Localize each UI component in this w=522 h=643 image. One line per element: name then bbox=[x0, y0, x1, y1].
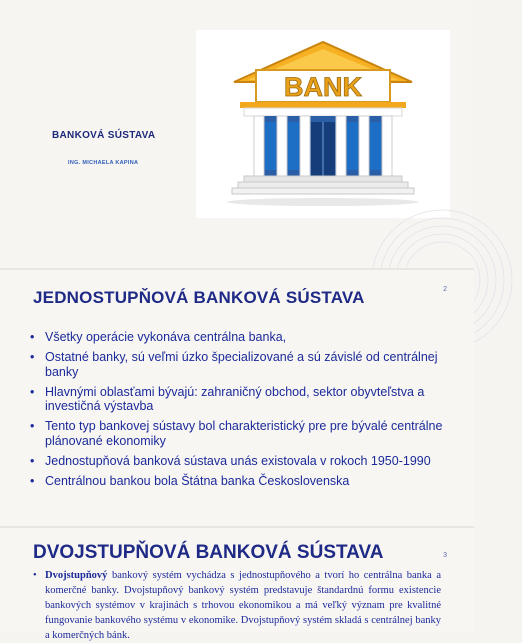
bank-building-image bbox=[196, 30, 450, 218]
bullet-icon: • bbox=[30, 419, 35, 433]
bullet-icon: • bbox=[30, 330, 35, 344]
lead-term: Dvojstupňový bbox=[45, 570, 108, 581]
bullet-list bbox=[30, 330, 450, 494]
list-item: • Jednostupňová banková sústava unás existovala v rokoch 1950-1990 bbox=[30, 453, 431, 468]
bullet-icon: • bbox=[30, 473, 35, 488]
page-number: 3 bbox=[443, 552, 447, 559]
page-number: 2 bbox=[443, 286, 447, 293]
slide-title: JEDNOSTUPŇOVÁ BANKOVÁ SÚSTAVA bbox=[33, 288, 365, 307]
bullet-icon: • bbox=[30, 350, 35, 364]
paragraph-text: bankový systém vychádza s jednostupňového a tvorí ho centrálna banka a komerčné banky. Dvojstupňový bankový systém predstavuje štandardnú formu existencie bankových systémov v krajinách s trhovou ekonomikou a má veľký význam pre kvalitné fungovanie bankového systému v ekonomike. Dvojstupňový systém skladá s centrálnej banky a komerčných bánk. bbox=[45, 570, 441, 641]
bullet-icon: • bbox=[33, 570, 37, 581]
bullet-icon: • bbox=[30, 453, 35, 468]
slide-dvojstupnova bbox=[0, 528, 474, 641]
slide-jednostupnova bbox=[0, 270, 474, 526]
paragraph bbox=[33, 568, 441, 643]
title-slide bbox=[0, 0, 474, 268]
bullet-icon: • bbox=[30, 384, 35, 399]
list-item: • Hlavnými oblasťami bývajú: zahraničný obchod, sektor obyvteľstva a investičná výstavba bbox=[30, 384, 425, 413]
slide-title: DVOJSTUPŇOVÁ BANKOVÁ SÚSTAVA bbox=[33, 542, 384, 563]
presentation-title: BANKOVÁ SÚSTAVA bbox=[52, 130, 156, 141]
bank-sign-text: BANK bbox=[284, 72, 362, 102]
list-item: • Ostatné banky, sú veľmi úzko špecializované a sú závislé od centrálnej banky bbox=[30, 350, 438, 379]
list-item: • Centrálnou bankou bola Štátna banka Československa bbox=[30, 473, 350, 488]
list-item: • Tento typ bankovej sústavy bol charakteristický pre pre bývalé centrálne plánované ekonomiky bbox=[30, 419, 443, 448]
list-item: • Všetky operácie vykonáva centrálna banka, bbox=[30, 330, 287, 344]
author-name: ING. MICHAELA KAPINA bbox=[68, 160, 139, 166]
